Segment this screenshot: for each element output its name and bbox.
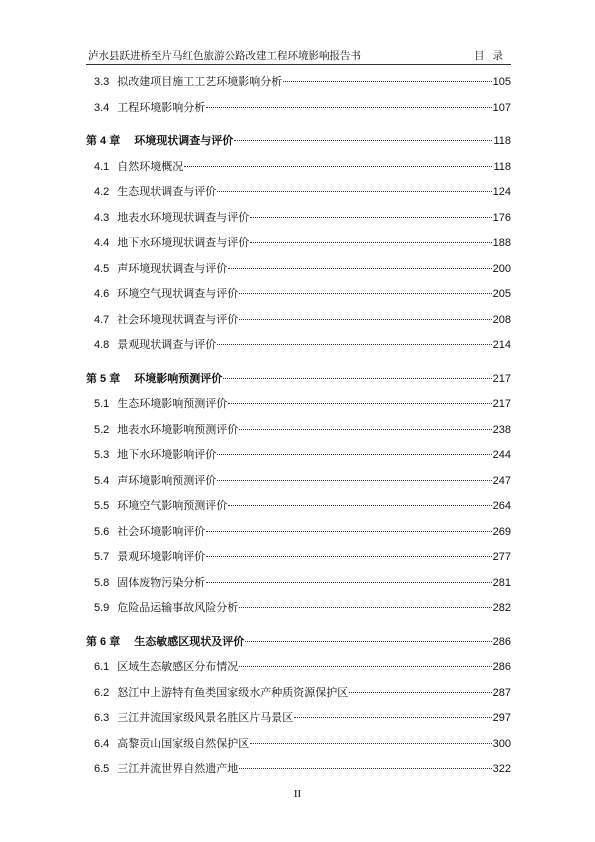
toc-entry-number: 4.6 bbox=[94, 288, 110, 300]
toc-entry-title: 环境影响预测评价 bbox=[134, 371, 223, 385]
toc-entry-page: 297 bbox=[492, 712, 511, 724]
toc-entry-number: 5.6 bbox=[94, 525, 110, 538]
toc-entry-page: 238 bbox=[492, 423, 511, 436]
toc-entry-title: 景观环境影响评价 bbox=[117, 550, 206, 563]
toc-entry-title: 怒江中上游特有鱼类国家级水产种质资源保护区 bbox=[117, 685, 349, 699]
toc-section-entry[interactable] bbox=[86, 205, 511, 231]
toc-section-entry[interactable] bbox=[86, 391, 511, 417]
document-title: 泸水县跃进桥至片马红色旅游公路改建工程环境影响报告书 bbox=[88, 50, 361, 62]
toc-entry-title: 危险品运输事故风险分析 bbox=[117, 601, 239, 614]
toc-section-entry[interactable] bbox=[86, 705, 511, 731]
toc-dot-leader bbox=[283, 81, 491, 82]
toc-entry-title: 三江并流国家级风景名胜区片马景区 bbox=[117, 711, 294, 724]
toc-entry-page: 188 bbox=[492, 237, 511, 249]
toc-entry-number: 4.2 bbox=[94, 186, 110, 198]
toc-dot-leader bbox=[239, 319, 491, 320]
toc-dot-leader bbox=[206, 582, 491, 583]
toc-entry-page: 107 bbox=[492, 101, 511, 114]
toc-entry-page: 269 bbox=[492, 525, 511, 538]
toc-entry-number: 5.5 bbox=[94, 500, 110, 512]
toc-entry-page: 200 bbox=[492, 262, 511, 275]
toc-entry-page: 247 bbox=[492, 474, 511, 487]
toc-section-entry[interactable] bbox=[86, 519, 511, 545]
toc-entry-page: 322 bbox=[492, 763, 511, 775]
toc-entry-number: 4.3 bbox=[94, 211, 110, 224]
toc-entry-title: 地表水环境现状调查与评价 bbox=[117, 210, 250, 224]
toc-section-entry[interactable] bbox=[86, 544, 511, 570]
toc-entry-number: 3.4 bbox=[94, 101, 110, 114]
toc-entry-number: 6.4 bbox=[94, 737, 110, 750]
toc-chapter-entry[interactable] bbox=[86, 128, 511, 154]
toc-entry-title: 地表水环境影响预测评价 bbox=[117, 422, 239, 436]
toc-entry-title: 环境空气影响预测评价 bbox=[117, 499, 228, 512]
toc-entry-title: 社会环境影响评价 bbox=[117, 524, 206, 538]
toc-section-entry[interactable] bbox=[86, 307, 511, 333]
toc-entry-title: 地下水环境影响评价 bbox=[117, 448, 217, 461]
toc-dot-leader bbox=[239, 666, 491, 667]
header-rule bbox=[86, 64, 511, 65]
toc-entry-title: 拟改建项目施工工艺环境影响分析 bbox=[117, 75, 283, 88]
toc-entry-number: 第 4 章 bbox=[86, 135, 121, 147]
page-number: II bbox=[293, 788, 302, 800]
toc-entry-page: 286 bbox=[492, 661, 511, 673]
toc-dot-leader bbox=[217, 454, 491, 455]
toc-entry-title: 工程环境影响分析 bbox=[117, 100, 206, 114]
toc-section-entry[interactable] bbox=[86, 256, 511, 282]
toc-section-entry[interactable] bbox=[86, 680, 511, 706]
toc-section-entry[interactable] bbox=[86, 230, 511, 256]
toc-dot-leader bbox=[228, 403, 491, 404]
toc-entry-title: 生态现状调查与评价 bbox=[117, 185, 217, 198]
toc-entry-title: 环境空气现状调查与评价 bbox=[117, 287, 239, 300]
toc-entry-number: 4.5 bbox=[94, 262, 110, 275]
toc-section-entry[interactable] bbox=[86, 95, 511, 121]
toc-entry-number: 4.8 bbox=[94, 339, 110, 351]
toc-dot-leader bbox=[217, 344, 491, 345]
toc-dot-leader bbox=[206, 107, 491, 108]
toc-dot-leader bbox=[228, 268, 491, 269]
toc-section-entry[interactable] bbox=[86, 154, 511, 180]
toc-entry-title: 地下水环境现状调查与评价 bbox=[117, 236, 250, 249]
toc-entry-page: 282 bbox=[492, 602, 511, 614]
toc-chapter-entry[interactable] bbox=[86, 366, 511, 392]
toc-entry-page: 244 bbox=[492, 449, 511, 461]
toc-entry-title: 固体废物污染分析 bbox=[117, 575, 206, 589]
toc-entry-number: 3.3 bbox=[94, 76, 110, 88]
toc-entry-number: 6.2 bbox=[94, 686, 110, 699]
toc-entry-page: 217 bbox=[492, 398, 511, 410]
toc-dot-leader bbox=[239, 607, 491, 608]
toc-entry-title: 三江并流世界自然遗产地 bbox=[117, 762, 239, 775]
toc-entry-number: 6.5 bbox=[94, 763, 110, 775]
toc-entry-number: 5.4 bbox=[94, 474, 110, 487]
toc-entry-number: 第 5 章 bbox=[86, 372, 121, 385]
toc-entry-page: 264 bbox=[492, 500, 511, 512]
toc-dot-leader bbox=[245, 641, 491, 642]
toc-entry-page: 118 bbox=[493, 135, 511, 147]
toc-section-entry[interactable] bbox=[86, 654, 511, 680]
toc-entry-page: 287 bbox=[492, 686, 511, 699]
toc-entry-number: 5.2 bbox=[94, 423, 110, 436]
toc-chapter-entry[interactable] bbox=[86, 629, 511, 655]
toc-entry-page: 300 bbox=[492, 737, 511, 750]
toc-entry-page: 281 bbox=[492, 576, 511, 589]
toc-section-entry[interactable] bbox=[86, 281, 511, 307]
toc-entry-page: 176 bbox=[492, 211, 511, 224]
toc-entry-number: 5.3 bbox=[94, 449, 110, 461]
toc-section-entry[interactable] bbox=[86, 756, 511, 782]
toc-entry-page: 124 bbox=[492, 186, 511, 198]
toc-dot-leader bbox=[217, 480, 491, 481]
toc-entry-number: 5.1 bbox=[94, 398, 110, 410]
toc-dot-leader bbox=[228, 505, 491, 506]
running-header bbox=[88, 49, 511, 63]
toc-entry-title: 自然环境概况 bbox=[117, 159, 184, 173]
toc-entry-number: 第 6 章 bbox=[86, 635, 121, 648]
toc-dot-leader bbox=[206, 556, 491, 557]
toc-section-entry[interactable] bbox=[86, 595, 511, 621]
toc-entry-number: 5.8 bbox=[94, 576, 110, 589]
toc-section-entry[interactable] bbox=[86, 69, 511, 95]
toc-entry-page: 277 bbox=[492, 551, 511, 563]
toc-entry-page: 214 bbox=[492, 339, 511, 351]
toc-entry-title: 景观现状调查与评价 bbox=[117, 338, 217, 351]
toc-dot-leader bbox=[223, 378, 491, 379]
toc-entry-page: 217 bbox=[492, 372, 511, 385]
toc-entry-page: 208 bbox=[492, 313, 511, 326]
toc-dot-leader bbox=[250, 242, 491, 243]
toc-entry-title: 声环境影响预测评价 bbox=[117, 473, 217, 487]
toc-entry-number: 6.3 bbox=[94, 712, 110, 724]
toc-entry-title: 生态敏感区现状及评价 bbox=[134, 634, 245, 648]
toc-dot-leader bbox=[294, 717, 491, 718]
toc-entry-number: 5.7 bbox=[94, 551, 110, 563]
toc-dot-leader bbox=[184, 166, 492, 167]
toc-entry-title: 生态环境影响预测评价 bbox=[117, 397, 228, 410]
toc-section-entry[interactable] bbox=[86, 493, 511, 519]
toc-entry-title: 高黎贡山国家级自然保护区 bbox=[117, 736, 250, 750]
toc-entry-page: 205 bbox=[492, 288, 511, 300]
table-of-contents bbox=[86, 69, 511, 782]
toc-section-entry[interactable] bbox=[86, 442, 511, 468]
section-label: 目录 bbox=[474, 50, 511, 62]
toc-dot-leader bbox=[250, 217, 491, 218]
toc-entry-number: 4.1 bbox=[94, 160, 110, 173]
toc-entry-title: 环境现状调查与评价 bbox=[134, 134, 234, 147]
toc-section-entry[interactable] bbox=[86, 179, 511, 205]
toc-section-entry[interactable] bbox=[86, 570, 511, 596]
toc-entry-number: 4.4 bbox=[94, 237, 110, 249]
toc-entry-number: 4.7 bbox=[94, 313, 110, 326]
toc-dot-leader bbox=[239, 768, 491, 769]
toc-dot-leader bbox=[239, 293, 491, 294]
toc-section-entry[interactable] bbox=[86, 332, 511, 358]
toc-section-entry[interactable] bbox=[86, 731, 511, 757]
toc-entry-page: 118 bbox=[493, 160, 511, 173]
toc-dot-leader bbox=[349, 692, 491, 693]
toc-dot-leader bbox=[217, 191, 491, 192]
toc-dot-leader bbox=[250, 743, 491, 744]
toc-entry-title: 社会环境现状调查与评价 bbox=[117, 312, 239, 326]
toc-entry-title: 声环境现状调查与评价 bbox=[117, 261, 228, 275]
toc-entry-page: 286 bbox=[492, 635, 511, 648]
toc-section-entry[interactable] bbox=[86, 468, 511, 494]
toc-section-entry[interactable] bbox=[86, 417, 511, 443]
toc-entry-number: 5.9 bbox=[94, 602, 110, 614]
toc-dot-leader bbox=[239, 429, 491, 430]
toc-entry-title: 区域生态敏感区分布情况 bbox=[117, 660, 239, 673]
toc-entry-page: 105 bbox=[492, 76, 511, 88]
toc-dot-leader bbox=[206, 531, 491, 532]
toc-dot-leader bbox=[234, 140, 492, 141]
toc-entry-number: 6.1 bbox=[94, 661, 110, 673]
